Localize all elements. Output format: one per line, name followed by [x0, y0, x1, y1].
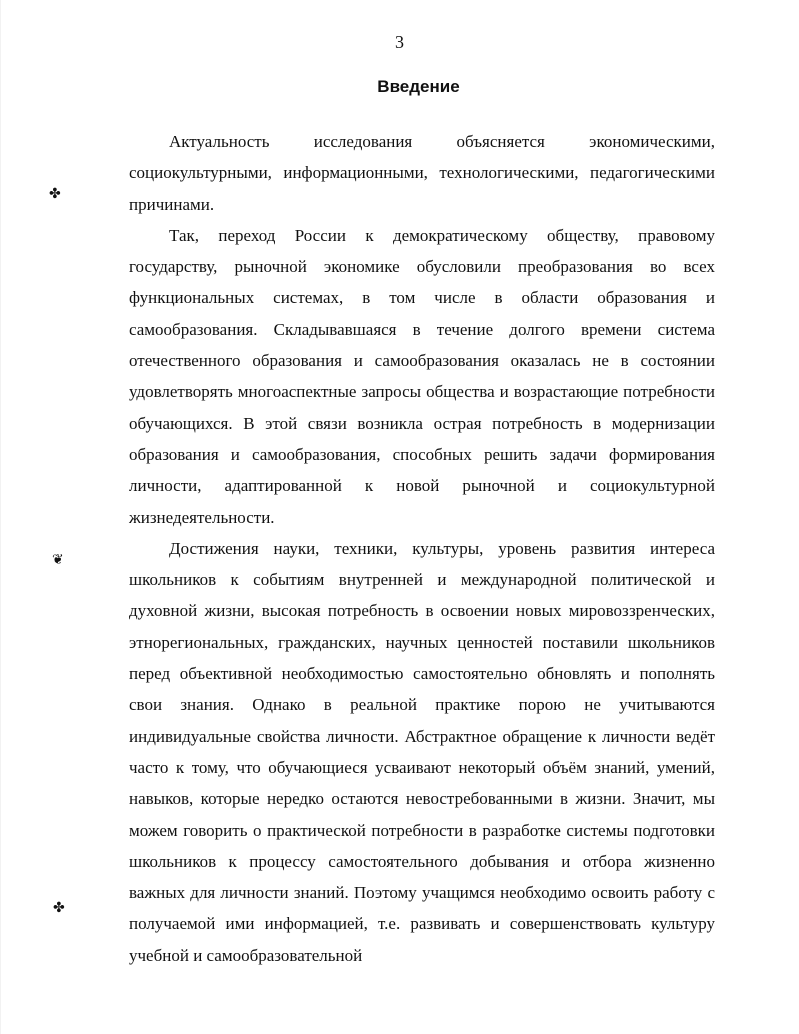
binding-hole-mark-icon: ✤	[53, 900, 65, 916]
binding-hole-mark-icon: ✤	[49, 186, 61, 202]
paragraph-3: Достижения науки, техники, культуры, уровень развития интереса школьников к событиям внутренней и международной политической и духовной жизни, высокая потребность в освоении новых мировоззренческих, этнорегиональных, гражданских, научных ценностей поставили школьников перед объективной необходимостью самостоятельно обновлять и пополнять свои знания. Однако в реальной практике порою не учитываются индивидуальные свойства личности. Абстрактное обращение к личности ведёт часто к тому, что обучающиеся усваивают некоторый объём знаний, умений, навыков, которые нередко остаются невостребованными в жизни. Значит, мы можем говорить о практической потребности в разработке системы подготовки школьников к процессу самостоятельного добывания и отбора жизненно важных для личности знаний. Поэтому учащимся необходимо освоить работу с получаемой ими информацией, т.е. развивать и совершенствовать культуру учебной и самообразовательной	[129, 538, 715, 965]
paragraph-1: Актуальность исследования объясняется экономическими, социокультурными, информационными, технологическими, педагогическими причинами.	[129, 132, 715, 214]
page-edge	[0, 0, 1, 1034]
page-number: 3	[395, 32, 404, 52]
paragraph-2: Так, переход России к демократическому обществу, правовому государству, рыночной экономике обусловили преобразования во всех функциональных системах, в том числе в области образования и самообразования. Складывавшаяся в течение долгого времени система отечественного образования и самообразования оказалась не в состоянии удовлетворять многоаспектные запросы общества и возрастающие потребности обучающихся. В этой связи возникла острая потребность в модернизации образования и самообразования, способных решить задачи формирования личности, адаптированной к новой рыночной и социокультурной жизнедеятельности.	[129, 225, 715, 527]
body-text	[129, 126, 715, 971]
section-heading: Введение	[377, 77, 460, 96]
binding-hole-mark-icon: ❦	[52, 552, 64, 568]
